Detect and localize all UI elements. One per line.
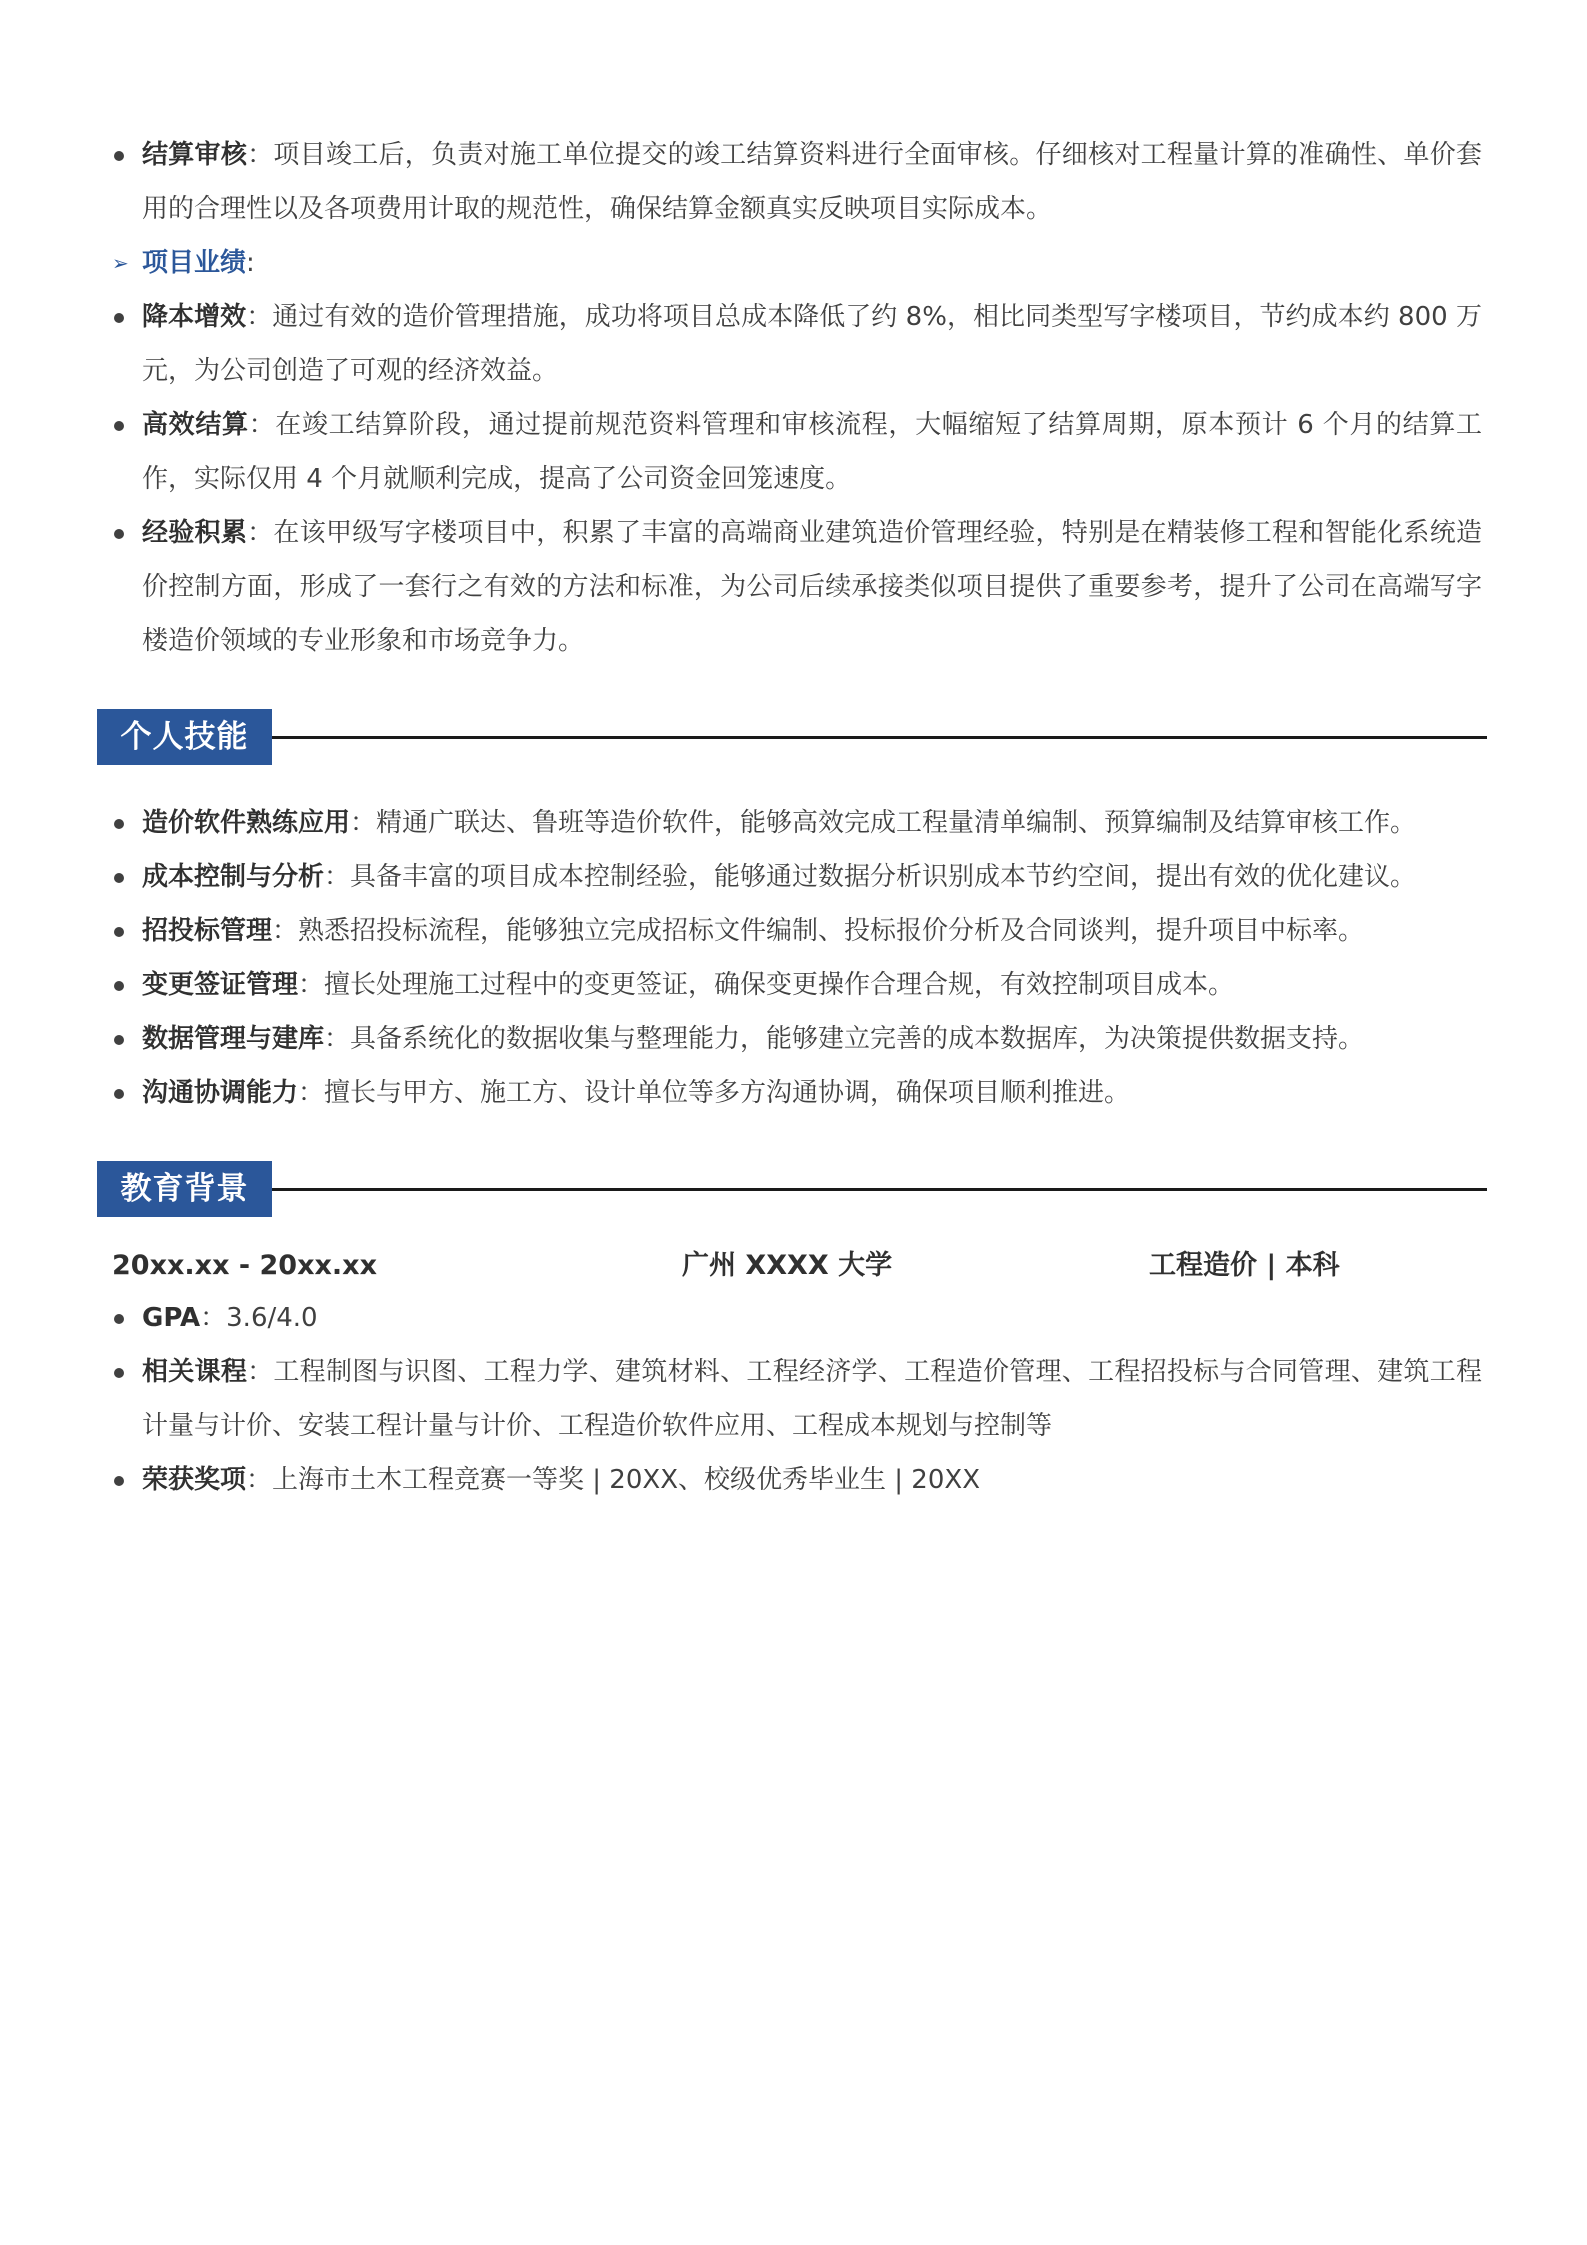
- item-label: 沟通协调能力: [142, 1078, 299, 1108]
- skills-section-header: [97, 709, 1487, 765]
- bullet-icon: [114, 529, 124, 539]
- item-text: ：熟悉招投标流程，能够独立完成招标文件编制、投标报价分析及合同谈判，提升项目中标率。: [272, 916, 1365, 946]
- list-item: [112, 290, 1482, 398]
- list-item: [112, 796, 1482, 850]
- list-item: [112, 128, 1482, 236]
- item-text: ：擅长与甲方、施工方、设计单位等多方沟通协调，确保项目顺利推进。: [298, 1078, 1131, 1108]
- item-text: ：具备丰富的项目成本控制经验，能够通过数据分析识别成本节约空间，提出有效的优化建议。: [324, 862, 1417, 892]
- bullet-icon: [114, 819, 124, 829]
- item-text: ：通过有效的造价管理措施，成功将项目总成本降低了约 8%，相比同类型写字楼项目，节约成本约 800 万元，为公司创造了可观的经济效益。: [142, 302, 1482, 386]
- section-title: 教育背景: [97, 1161, 272, 1217]
- item-text: ：项目竣工后，负责对施工单位提交的竣工结算资料进行全面审核。仔细核对工程量计算的准确性、单价套用的合理性以及各项费用计取的规范性，确保结算金额真实反映项目实际成本。: [142, 140, 1482, 224]
- bullet-icon: [114, 313, 124, 323]
- bullet-icon: [114, 1476, 124, 1486]
- item-label: 数据管理与建库: [142, 1024, 325, 1054]
- arrow-right-icon: ➢: [112, 251, 129, 275]
- bullet-icon: [114, 151, 124, 161]
- list-item: [112, 1012, 1482, 1066]
- item-label: GPA: [142, 1303, 201, 1333]
- item-text: ：工程制图与识图、工程力学、建筑材料、工程经济学、工程造价管理、工程招投标与合同管理、建筑工程计量与计价、安装工程计量与计价、工程造价软件应用、工程成本规划与控制等: [142, 1357, 1482, 1441]
- item-text: ：上海市土木工程竞赛一等奖 | 20XX、校级优秀毕业生 | 20XX: [246, 1465, 981, 1495]
- list-item: [112, 1453, 1482, 1507]
- item-label: 经验积累: [142, 518, 248, 548]
- item-text: ：在竣工结算阶段，通过提前规范资料管理和审核流程，大幅缩短了结算周期，原本预计 6 个月的结算工作，实际仅用 4 个月就顺利完成，提高了公司资金回笼速度。: [142, 410, 1482, 494]
- education-summary-row: [112, 1241, 1482, 1291]
- item-label: 结算审核: [142, 140, 248, 170]
- list-item: [112, 1345, 1482, 1453]
- item-label: 成本控制与分析: [142, 862, 325, 892]
- education-period: 20xx.xx - 20xx.xx: [112, 1250, 377, 1281]
- bullet-icon: [114, 927, 124, 937]
- item-label: 变更签证管理: [142, 970, 299, 1000]
- item-text: ：3.6/4.0: [200, 1303, 318, 1333]
- bullet-icon: [114, 421, 124, 431]
- item-label: 相关课程: [142, 1357, 248, 1387]
- project-section: [112, 128, 1482, 668]
- bullet-icon: [114, 981, 124, 991]
- item-text: ：擅长处理施工过程中的变更签证，确保变更操作合理合规，有效控制项目成本。: [298, 970, 1235, 1000]
- school-name: 广州 XXXX 大学: [682, 1250, 893, 1281]
- list-item: [112, 1066, 1482, 1120]
- bullet-icon: [114, 873, 124, 883]
- section-title: 个人技能: [97, 709, 272, 765]
- bullet-icon: [114, 1314, 124, 1324]
- bullet-icon: [114, 1368, 124, 1378]
- achievements-heading: ➢ 项目业绩:: [112, 236, 1482, 290]
- item-text: ：精通广联达、鲁班等造价软件，能够高效完成工程量清单编制、预算编制及结算审核工作。: [350, 808, 1417, 838]
- item-text: ：在该甲级写字楼项目中，积累了丰富的高端商业建筑造价管理经验，特别是在精装修工程和智能化系统造价控制方面，形成了一套行之有效的方法和标准，为公司后续承接类似项目提供了重要参考，提升了公司在高端写字楼造价领域的专业形象和市场竞争力。: [142, 518, 1482, 656]
- item-label: 高效结算: [142, 410, 249, 440]
- list-item: [112, 506, 1482, 668]
- list-item: [112, 1291, 1482, 1345]
- list-item: [112, 850, 1482, 904]
- section-divider: [272, 1188, 1487, 1191]
- item-text: ：具备系统化的数据收集与整理能力，能够建立完善的成本数据库，为决策提供数据支持。: [324, 1024, 1365, 1054]
- education-section-header: [97, 1161, 1487, 1217]
- item-label: 降本增效: [142, 302, 247, 332]
- skills-list: [112, 796, 1482, 1120]
- education-content: [112, 1241, 1482, 1507]
- item-label: 造价软件熟练应用: [142, 808, 351, 838]
- bullet-icon: [114, 1089, 124, 1099]
- bullet-icon: [114, 1035, 124, 1045]
- list-item: [112, 958, 1482, 1012]
- section-divider: [272, 736, 1487, 739]
- item-label: 荣获奖项: [142, 1465, 247, 1495]
- item-label: 招投标管理: [142, 916, 273, 946]
- list-item: [112, 904, 1482, 958]
- major-degree: 工程造价 | 本科: [1149, 1250, 1340, 1281]
- list-item: [112, 398, 1482, 506]
